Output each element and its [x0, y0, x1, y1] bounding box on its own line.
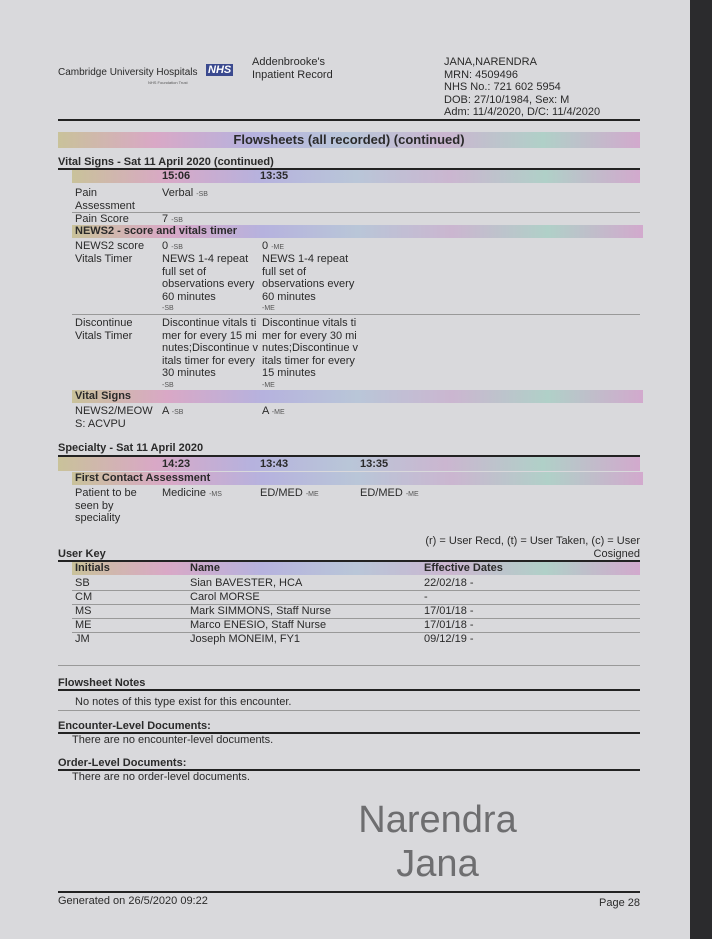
generated-timestamp: Generated on 26/5/2020 09:22: [58, 895, 208, 907]
row-label: Pain Assessment: [75, 187, 135, 212]
news2-group-header: NEWS2 - score and vitals timer: [72, 225, 643, 238]
vital-signs-group-header: Vital Signs: [72, 390, 643, 403]
notes-heading: Flowsheet Notes: [58, 677, 146, 689]
patient-nhs-no: NHS No.: 721 602 5954: [444, 81, 561, 93]
divider: [72, 618, 640, 619]
user-initials: SB: [75, 577, 90, 589]
user-name: Sian BAVESTER, HCA: [190, 577, 303, 589]
user-initials: -SB: [171, 244, 183, 251]
user-initials: JM: [75, 633, 90, 645]
user-initials: -ME: [271, 409, 285, 416]
divider: [58, 689, 640, 691]
patient-dob: DOB: 27/10/1984, Sex: M: [444, 93, 570, 106]
specialty-time-header: [58, 457, 640, 471]
effective-date: 22/02/18 -: [424, 577, 474, 589]
page-number: Page 28: [599, 897, 640, 909]
value: 7: [162, 213, 169, 225]
record-type: [252, 56, 333, 81]
effective-date: 17/01/18 -: [424, 619, 474, 631]
time-column: 13:43: [260, 458, 289, 470]
time-column: 15:06: [162, 170, 191, 182]
user-initials: -ME: [271, 244, 285, 251]
user-name: Marco ENESIO, Staff Nurse: [190, 619, 327, 631]
encounter-text: There are no encounter-level documents.: [72, 734, 274, 746]
hospital-name: Cambridge University Hospitals: [58, 67, 198, 78]
user-name: Carol MORSE: [190, 591, 260, 603]
column-header: Initials: [75, 562, 110, 574]
user-name: Joseph MONEIM, FY1: [190, 633, 301, 645]
effective-date: 09/12/19 -: [424, 633, 474, 645]
user-initials: -MS: [209, 491, 222, 498]
first-contact-group-header: First Contact Assessment: [72, 472, 643, 485]
value: ED/MED: [260, 487, 303, 499]
divider: [58, 710, 640, 711]
divider: [72, 590, 640, 591]
user-initials: -ME: [262, 381, 275, 389]
time-column: 14:23: [162, 458, 191, 470]
row-label: NEWS2 score: [75, 240, 145, 252]
trust-name: NHS Foundation Trust: [148, 80, 188, 85]
divider: [72, 604, 640, 605]
vitals-time-header: [72, 170, 640, 183]
column-header: Name: [190, 562, 220, 574]
divider: [72, 632, 640, 633]
user-key-header: [72, 562, 640, 575]
user-initials: -SB: [162, 381, 174, 389]
user-initials: -SB: [171, 409, 184, 416]
row-label: Vitals Timer: [75, 253, 133, 265]
record-line: Inpatient Record: [252, 68, 333, 81]
order-text: There are no order-level documents.: [72, 771, 250, 783]
row-label: NEWS2/MEOWS: ACVPU: [75, 405, 153, 430]
row-label: Discontinue Vitals Timer: [75, 317, 133, 342]
user-key-heading: User Key: [58, 548, 106, 560]
user-initials: CM: [75, 591, 93, 603]
value: A: [262, 405, 269, 417]
record-line: Addenbrooke's: [252, 56, 326, 68]
scanner-edge: [690, 0, 712, 939]
vitals-heading: Vital Signs - Sat 11 April 2020 (continued): [58, 156, 274, 168]
value: Discontinue vitals timer for every 30 minutes;Discontinue vitals timer for every 15 minutes: [262, 317, 358, 379]
signature-line: Jana: [396, 843, 479, 885]
value: Discontinue vitals timer for every 15 minutes;Discontinue vitals timer for every 30 minutes: [162, 317, 258, 379]
row-label: Patient to be seen by speciality: [75, 487, 137, 524]
signature-line: Narendra: [358, 799, 517, 841]
user-initials: ME: [75, 619, 92, 631]
divider: [58, 119, 640, 121]
value: NEWS 1-4 repeat full set of observations every 60 minutes: [262, 253, 355, 303]
value: 0: [262, 240, 269, 252]
user-initials: -ME: [305, 491, 319, 498]
user-initials: -SB: [171, 217, 183, 224]
user-initials: -ME: [405, 491, 419, 498]
value: 0: [162, 240, 169, 252]
value: NEWS 1-4 repeat full set of observations every 60 minutes: [162, 253, 255, 303]
user-initials: -ME: [262, 305, 275, 312]
divider: [58, 891, 640, 893]
user-key-legend: (r) = User Recd, (t) = User Taken, (c) = User Cosigned: [425, 535, 640, 560]
value: Medicine: [162, 487, 207, 499]
patient-admission: Adm: 11/4/2020, D/C: 11/4/2020: [444, 106, 601, 118]
effective-date: 17/01/18 -: [424, 605, 474, 617]
time-column: 13:35: [260, 170, 289, 182]
divider: [72, 314, 640, 315]
effective-date: -: [424, 591, 428, 603]
page-title: Flowsheets (all recorded) (continued): [58, 132, 640, 148]
user-initials: -SB: [196, 191, 208, 198]
time-column: 13:35: [360, 458, 389, 470]
divider: [58, 665, 640, 666]
user-initials: MS: [75, 605, 92, 617]
value: Verbal: [162, 187, 194, 199]
patient-name: JANA,NARENDRA: [444, 56, 537, 68]
notes-text: No notes of this type exist for this encounter.: [75, 696, 292, 708]
column-header: Effective Dates: [424, 562, 503, 574]
value: A: [162, 405, 169, 417]
encounter-heading: Encounter-Level Documents:: [58, 720, 211, 732]
user-initials: -SB: [162, 305, 174, 312]
order-heading: Order-Level Documents:: [58, 757, 187, 769]
patient-info: [444, 56, 600, 119]
user-name: Mark SIMMONS, Staff Nurse: [190, 605, 331, 617]
specialty-heading: Specialty - Sat 11 April 2020: [58, 442, 204, 454]
row-label: Pain Score: [75, 213, 129, 225]
nhs-logo: NHS: [208, 64, 232, 76]
patient-mrn: MRN: 4509496: [444, 68, 518, 81]
value: ED/MED: [360, 487, 403, 499]
signature-name: [340, 798, 535, 886]
